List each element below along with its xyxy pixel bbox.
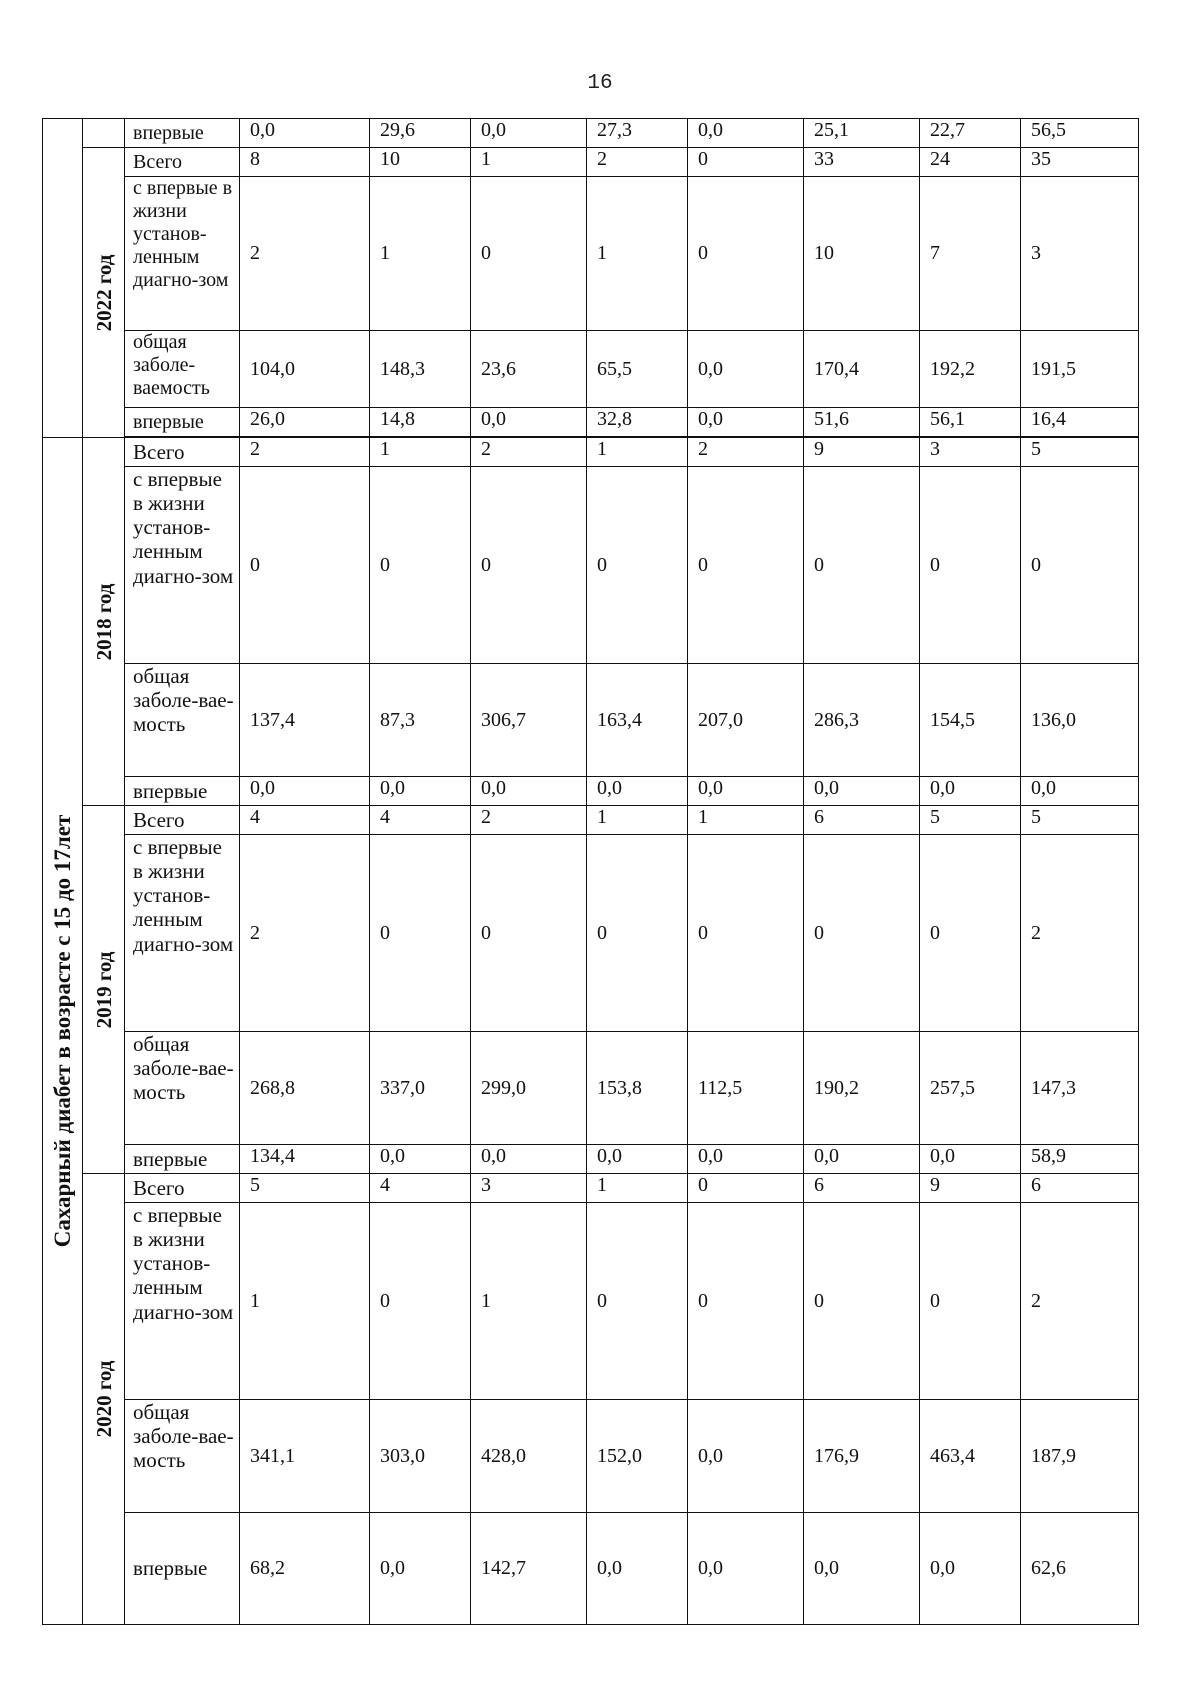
table-cell: 0,0 (804, 777, 920, 806)
metric-label: общая заболе-вае-мость (125, 1032, 240, 1145)
table-cell: 112,5 (688, 1032, 804, 1145)
table-cell: 0 (804, 835, 920, 1032)
table-cell: 136,0 (1021, 664, 1139, 777)
table-row (43, 777, 1139, 806)
table-cell: 2 (240, 835, 370, 1032)
table-cell: 2 (471, 806, 587, 835)
table-cell: 14,8 (370, 408, 471, 437)
table-cell: 0,0 (471, 1145, 587, 1174)
table-cell: 0,0 (587, 1145, 688, 1174)
table-cell: 1 (587, 806, 688, 835)
table-cell: 0,0 (587, 777, 688, 806)
table-cell: 0,0 (471, 119, 587, 148)
table-cell: 7 (920, 177, 1021, 331)
metric-label: Всего (125, 148, 240, 177)
table-cell: 2 (1021, 1203, 1139, 1400)
table-cell: 299,0 (471, 1032, 587, 1145)
table-cell: 10 (370, 148, 471, 177)
table-cell: 3 (920, 438, 1021, 467)
table-cell: 153,8 (587, 1032, 688, 1145)
table-cell: 5 (920, 806, 1021, 835)
table-cell: 0 (688, 835, 804, 1032)
metric-label: общая заболе-вае-мость (125, 1400, 240, 1513)
table-cell: 257,5 (920, 1032, 1021, 1145)
table-row (43, 1203, 1139, 1400)
table-cell: 56,1 (920, 408, 1021, 437)
table-cell: 6 (1021, 1174, 1139, 1203)
table-cell: 0 (370, 467, 471, 664)
table-cell: 32,8 (587, 408, 688, 437)
metric-label: впервые (125, 777, 240, 806)
table-cell: 428,0 (471, 1400, 587, 1513)
table-cell: 2 (688, 438, 804, 467)
table-cell: 0 (688, 148, 804, 177)
metric-label: с впервые в жизни установ-ленным диагно-зом (125, 177, 240, 331)
year-label: 2018 год (91, 583, 116, 660)
statistics-table (42, 118, 1139, 1625)
metric-label: Всего (125, 1174, 240, 1203)
table-cell: 0,0 (804, 1513, 920, 1625)
table-cell: 192,2 (920, 331, 1021, 408)
table-cell: 0,0 (920, 1513, 1021, 1625)
table-row (43, 467, 1139, 664)
table-cell: 104,0 (240, 331, 370, 408)
table-row (43, 835, 1139, 1032)
year-label: 2020 год (91, 1360, 116, 1438)
table-cell: 207,0 (688, 664, 804, 777)
table-cell: 134,4 (240, 1145, 370, 1174)
table-cell: 3 (471, 1174, 587, 1203)
table-cell: 23,6 (471, 331, 587, 408)
table-cell: 176,9 (804, 1400, 920, 1513)
table-cell: 0,0 (688, 408, 804, 437)
table-cell: 163,4 (587, 664, 688, 777)
table-cell: 190,2 (804, 1032, 920, 1145)
metric-label: Всего (125, 806, 240, 835)
table-cell: 1 (587, 177, 688, 331)
table-cell: 0 (688, 1203, 804, 1400)
table-cell: 337,0 (370, 1032, 471, 1145)
metric-label: Всего (125, 438, 240, 467)
table-cell: 0,0 (471, 777, 587, 806)
table-cell: 187,9 (1021, 1400, 1139, 1513)
table-cell: 68,2 (240, 1513, 370, 1625)
table-cell: 62,6 (1021, 1513, 1139, 1625)
table-cell: 2 (471, 438, 587, 467)
table-cell: 0,0 (688, 1400, 804, 1513)
table-cell: 0,0 (587, 1513, 688, 1625)
table-cell: 58,9 (1021, 1145, 1139, 1174)
table-row (43, 1513, 1139, 1625)
table-cell: 25,1 (804, 119, 920, 148)
table-cell: 0 (370, 835, 471, 1032)
table-row (43, 119, 1139, 148)
group-label: Сахарный диабет в возрасте с 15 до 17лет (49, 814, 75, 1248)
table-cell: 35 (1021, 148, 1139, 177)
table-cell: 1 (587, 438, 688, 467)
group-label-cell (43, 438, 83, 1625)
table-cell: 0,0 (688, 331, 804, 408)
table-cell: 0 (471, 835, 587, 1032)
table-cell: 9 (804, 438, 920, 467)
table-cell: 0 (804, 1203, 920, 1400)
table-cell: 268,8 (240, 1032, 370, 1145)
table-cell: 0 (688, 467, 804, 664)
group-label-cell (43, 119, 83, 438)
table-cell: 4 (370, 806, 471, 835)
table-cell: 29,6 (370, 119, 471, 148)
table-cell: 0,0 (240, 777, 370, 806)
table-cell: 463,4 (920, 1400, 1021, 1513)
table-cell: 0 (471, 467, 587, 664)
table-row (43, 331, 1139, 408)
metric-label: впервые (125, 119, 240, 148)
table-cell: 142,7 (471, 1513, 587, 1625)
table-cell: 1 (240, 1203, 370, 1400)
table-cell: 24 (920, 148, 1021, 177)
table-cell: 137,4 (240, 664, 370, 777)
table-cell: 1 (471, 1203, 587, 1400)
table-cell: 0,0 (688, 1145, 804, 1174)
table-cell: 87,3 (370, 664, 471, 777)
year-label: 2022 год (91, 254, 116, 331)
year-label-cell (83, 806, 125, 1174)
table-cell: 0,0 (688, 1513, 804, 1625)
table-row (43, 664, 1139, 777)
table-cell: 10 (804, 177, 920, 331)
table-cell: 0,0 (1021, 777, 1139, 806)
table-cell: 0 (587, 1203, 688, 1400)
table-cell: 148,3 (370, 331, 471, 408)
table-cell: 27,3 (587, 119, 688, 148)
table-cell: 1 (587, 1174, 688, 1203)
table-cell: 1 (370, 177, 471, 331)
metric-label: общая заболе-вае-мость (125, 664, 240, 777)
table-row (43, 408, 1139, 437)
table-row (43, 148, 1139, 177)
table-row (43, 806, 1139, 835)
metric-label: с впервые в жизни установ-ленным диагно-зом (125, 835, 240, 1032)
table-cell: 0 (920, 1203, 1021, 1400)
table-cell: 5 (1021, 438, 1139, 467)
table-cell: 4 (240, 806, 370, 835)
table-cell: 341,1 (240, 1400, 370, 1513)
metric-label: впервые (125, 408, 240, 437)
table-cell: 0,0 (471, 408, 587, 437)
table-cell: 33 (804, 148, 920, 177)
table-cell: 3 (1021, 177, 1139, 331)
table-cell: 306,7 (471, 664, 587, 777)
year-label-cell (83, 148, 125, 438)
table-cell: 0,0 (688, 119, 804, 148)
table-cell: 0,0 (920, 1145, 1021, 1174)
table-cell: 5 (1021, 806, 1139, 835)
table-cell: 22,7 (920, 119, 1021, 148)
table-cell: 2 (240, 177, 370, 331)
table-cell: 147,3 (1021, 1032, 1139, 1145)
table-cell: 1 (370, 438, 471, 467)
table-row (43, 177, 1139, 331)
table-cell: 9 (920, 1174, 1021, 1203)
table-cell: 191,5 (1021, 331, 1139, 408)
table-cell: 2 (1021, 835, 1139, 1032)
table-cell: 0 (587, 835, 688, 1032)
metric-label: общая заболе-ваемость (125, 331, 240, 408)
table-cell: 16,4 (1021, 408, 1139, 437)
table-cell: 0,0 (804, 1145, 920, 1174)
table-cell: 0 (920, 467, 1021, 664)
table-cell: 0 (920, 835, 1021, 1032)
table-cell: 0 (804, 467, 920, 664)
metric-label: с впервые в жизни установ-ленным диагно-зом (125, 1203, 240, 1400)
page-number: 16 (587, 72, 613, 95)
table-cell: 0,0 (370, 1145, 471, 1174)
table-row (43, 1400, 1139, 1513)
table-cell: 6 (804, 806, 920, 835)
table-cell: 0 (1021, 467, 1139, 664)
table-cell: 6 (804, 1174, 920, 1203)
metric-label: с впервые в жизни установ-ленным диагно-зом (125, 467, 240, 664)
table-row (43, 1145, 1139, 1174)
table-cell: 0 (688, 177, 804, 331)
table-cell: 0 (370, 1203, 471, 1400)
metric-label: впервые (125, 1145, 240, 1174)
table-cell: 0 (240, 467, 370, 664)
metric-label: впервые (125, 1513, 240, 1625)
year-label: 2019 год (91, 951, 116, 1028)
table-cell: 1 (471, 148, 587, 177)
table-cell: 0,0 (688, 777, 804, 806)
table-cell: 0,0 (920, 777, 1021, 806)
table-cell: 5 (240, 1174, 370, 1203)
table-cell: 154,5 (920, 664, 1021, 777)
table-cell: 2 (240, 438, 370, 467)
table-cell: 303,0 (370, 1400, 471, 1513)
table-row (43, 438, 1139, 467)
table-cell: 26,0 (240, 408, 370, 437)
table-cell: 2 (587, 148, 688, 177)
table-cell: 0 (688, 1174, 804, 1203)
table-cell: 0 (587, 467, 688, 664)
year-label-cell (83, 1174, 125, 1625)
table-cell: 0,0 (370, 777, 471, 806)
table-cell: 1 (688, 806, 804, 835)
table-cell: 152,0 (587, 1400, 688, 1513)
table-cell: 286,3 (804, 664, 920, 777)
table-cell: 4 (370, 1174, 471, 1203)
table-cell: 65,5 (587, 331, 688, 408)
table-cell: 51,6 (804, 408, 920, 437)
table-cell: 0,0 (240, 119, 370, 148)
table-cell: 170,4 (804, 331, 920, 408)
table-row (43, 1032, 1139, 1145)
table-cell: 0,0 (370, 1513, 471, 1625)
year-label-cell (83, 119, 125, 148)
table-cell: 56,5 (1021, 119, 1139, 148)
table-row (43, 1174, 1139, 1203)
table-cell: 0 (471, 177, 587, 331)
year-label-cell (83, 438, 125, 806)
table-cell: 8 (240, 148, 370, 177)
